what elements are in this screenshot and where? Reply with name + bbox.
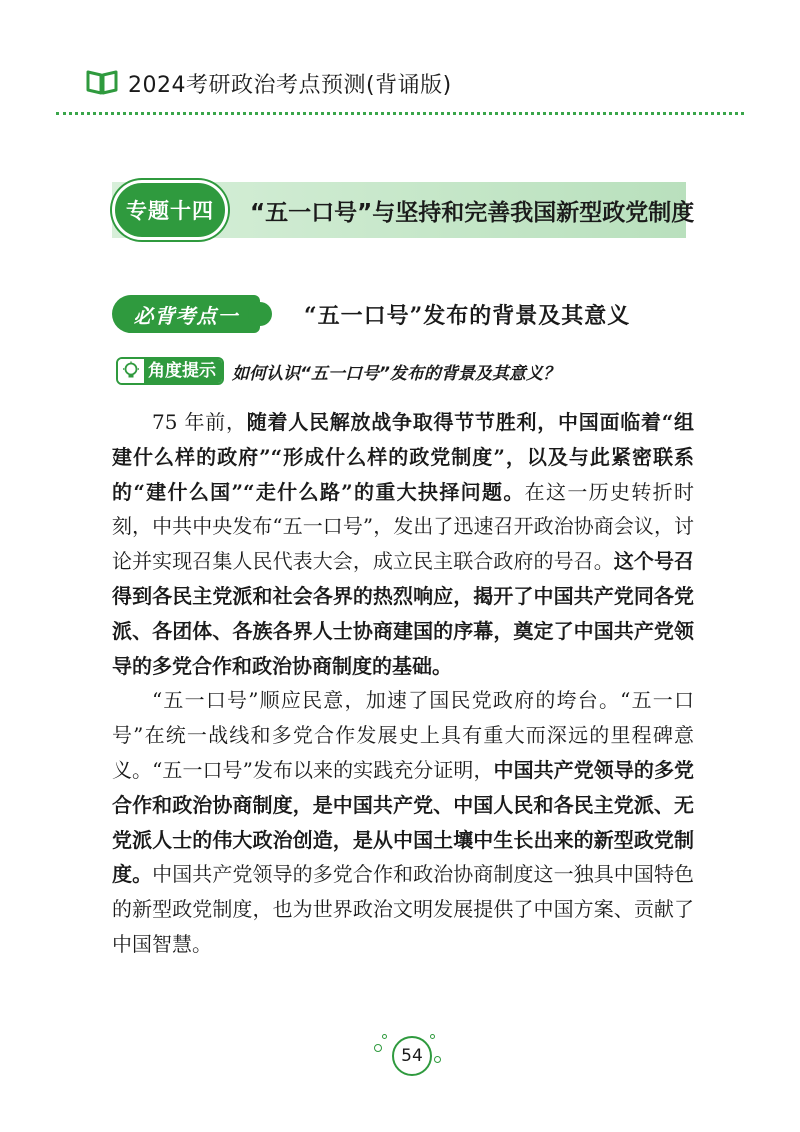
page-number [372, 1030, 452, 1080]
header-divider [56, 112, 744, 115]
text-run-bold: 这个号召得到各民主党派和社会各界的热烈响应，揭开了中国共产党同各党派、各团体、各族各界人士协商建国的序幕，奠定了中国共产党领导的多党合作和政治协商制度的基础。 [112, 549, 695, 678]
text-run: 中国共产党领导的多党合作和政治协商制度这一独具中国特色的新型政党制度，也为世界政治文明发展提供了中国方案、贡献了中国智慧。 [112, 862, 695, 956]
lightbulb-icon [118, 359, 144, 383]
text-run-bold: 随着人民解放战争取得节节胜利，中国面临着“组建什么样的政府”“形成什么样的政党制度”，以及与此紧密联系的“建什么国”“走什么路”的重大抉择问题。 [112, 410, 694, 504]
decor-dot [430, 1034, 435, 1039]
page-number-label: 54 [392, 1036, 432, 1076]
decor-dot [382, 1034, 387, 1039]
text-run: “五一口号”顺应民意，加速了国民党政府的垮台。“五一口号”在统一战线和多党合作发展史上具有重大而深远的里程碑意义。“五一口号”发布以来的实践充分证明， [112, 688, 694, 782]
key-point-heading [112, 294, 630, 334]
body-text [112, 405, 694, 962]
key-point-title: “五一口号”发布的背景及其意义 [304, 302, 631, 329]
text-run-bold: 中国共产党领导的多党合作和政治协商制度，是中国共产党、中国人民和各民主党派、无党派人士的伟大政治创造，是从中国土壤中生长出来的新型政党制度。 [112, 757, 694, 887]
decor-dot [374, 1044, 382, 1052]
topic-banner [112, 182, 695, 238]
decor-dot [434, 1056, 441, 1063]
topic-badge-label: 专题十四 [126, 199, 214, 223]
paragraph-2 [112, 683, 694, 961]
angle-hint-question: 如何认识“五一口号”发布的背景及其意义？ [232, 363, 560, 384]
header-title: 2024考研政治考点预测(背诵版) [128, 73, 452, 98]
key-point-badge-label: 必背考点一 [133, 303, 239, 328]
page-header [86, 68, 452, 99]
text-run: 在这一历史转折时刻，中共中央发布“五一口号”，发出了迅速召开政治协商会议，讨论并实现召集人民代表大会，成立民主联合政府的号召。 [112, 479, 695, 574]
angle-hint [116, 356, 560, 386]
open-book-icon [86, 69, 118, 99]
key-point-badge [112, 295, 260, 333]
topic-badge [112, 180, 228, 240]
paragraph-1 [112, 405, 694, 683]
text-run: 75 年前， [152, 410, 247, 434]
angle-hint-label: 角度提示 [144, 359, 222, 383]
angle-hint-tag [116, 357, 224, 385]
topic-title: “五一口号”与坚持和完善我国新型政党制度 [250, 200, 695, 226]
